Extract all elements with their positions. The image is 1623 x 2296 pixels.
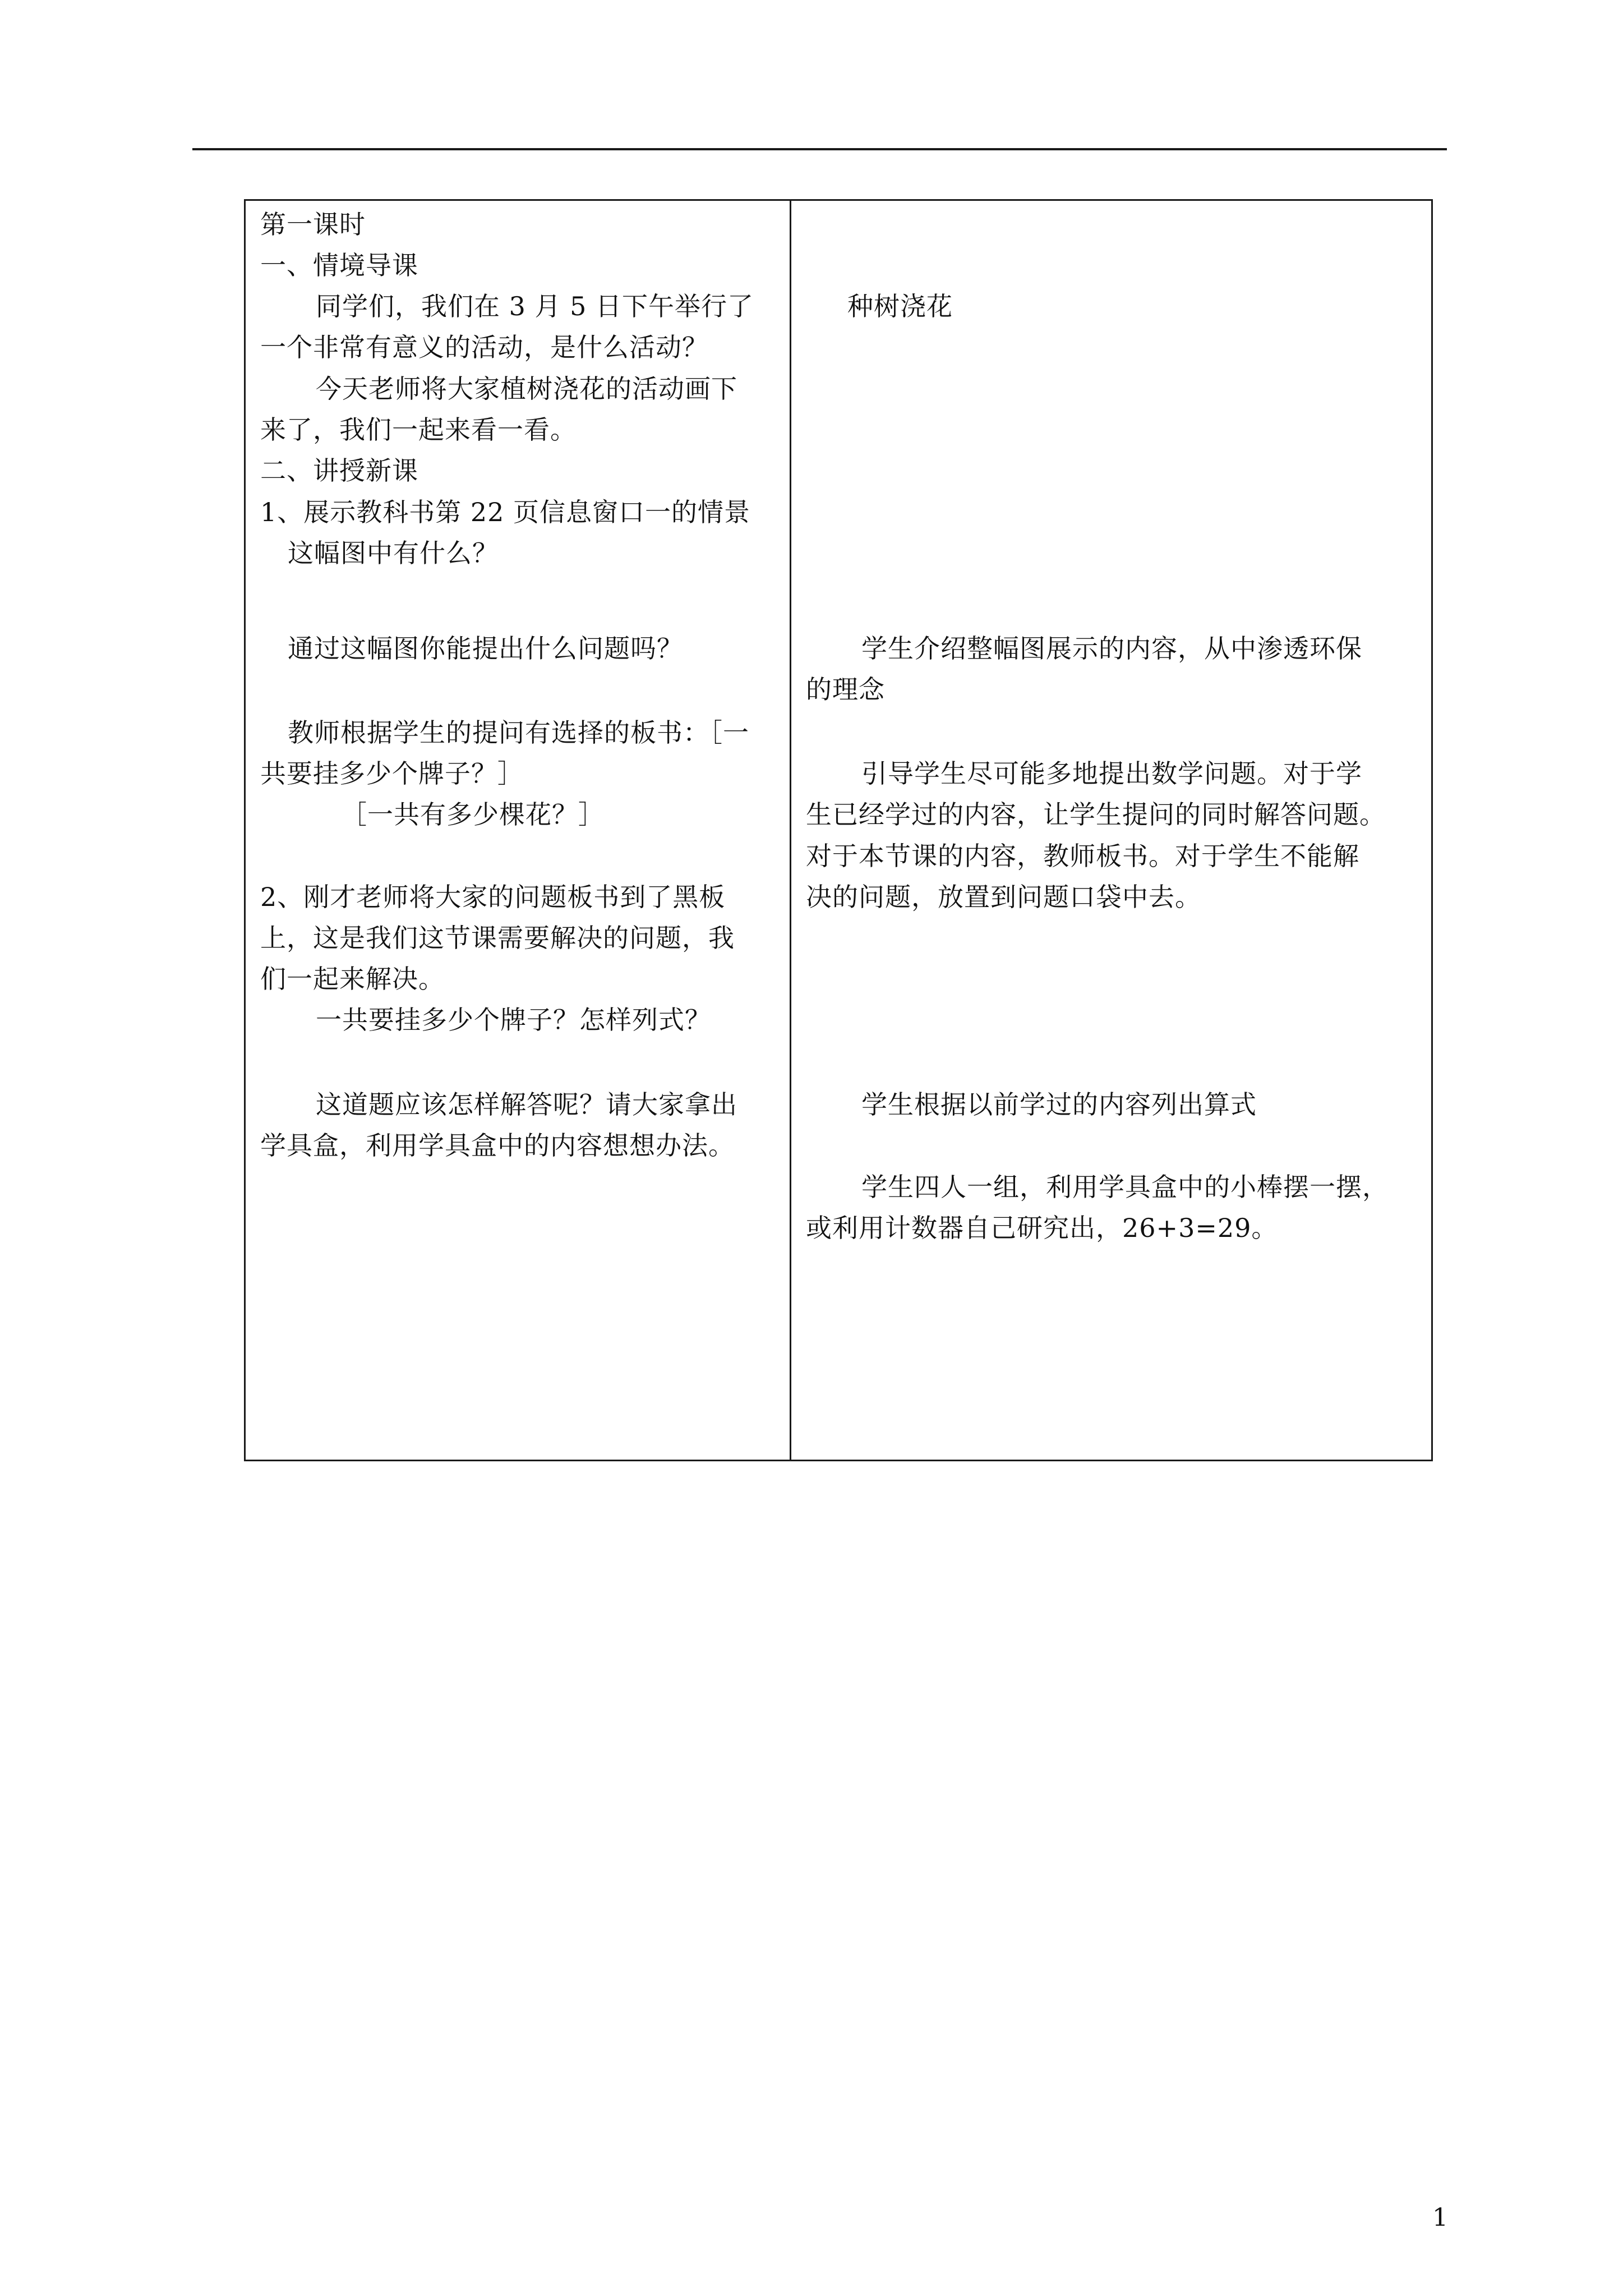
text-line: 一共要挂多少个牌子？怎样列式？: [316, 1005, 711, 1035]
text-line: 引导学生尽可能多地提出数学问题。对于学: [861, 758, 1362, 789]
text-line: 这道题应该怎样解答呢？请大家拿出: [316, 1089, 737, 1120]
text-line: ［一共有多少棵花？］: [341, 799, 605, 830]
text-line: 通过这幅图你能提出什么问题吗？: [288, 633, 683, 664]
text-line: 1、展示教科书第 22 页信息窗口一的情景: [260, 497, 751, 527]
section-heading: 一、情境导课: [260, 250, 418, 280]
lesson-plan-table: [244, 199, 1433, 1461]
text-line: 上，这是我们这节课需要解决的问题，我: [260, 923, 735, 953]
text-line: 共要挂多少个牌子？］: [260, 758, 524, 789]
text-line: 一个非常有意义的活动，是什么活动？: [260, 332, 708, 362]
text-line: 种树浇花: [847, 291, 953, 321]
lesson-period-label: 第一课时: [260, 209, 366, 240]
text-line: 们一起来解决。: [260, 964, 445, 994]
text-line: 对于本节课的内容，教师板书。对于学生不能解: [806, 841, 1359, 871]
text-line: 今天老师将大家植树浇花的活动画下: [316, 374, 737, 404]
teacher-activity-cell: [246, 201, 790, 1460]
text-line: 同学们，我们在 3 月 5 日下午举行了: [316, 291, 754, 321]
text-line: 教师根据学生的提问有选择的板书：［一: [288, 717, 749, 748]
text-line: 学生介绍整幅图展示的内容，从中渗透环保: [861, 633, 1362, 664]
text-line: 的理念: [806, 674, 885, 705]
page-number: 1: [1432, 2203, 1448, 2232]
text-line: 学生根据以前学过的内容列出算式: [861, 1089, 1257, 1120]
text-line: 决的问题，放置到问题口袋中去。: [806, 882, 1201, 912]
text-line: 2、刚才老师将大家的问题板书到了黑板: [260, 882, 726, 912]
text-line: 学生四人一组，利用学具盒中的小棒摆一摆，: [861, 1172, 1389, 1202]
text-line: 或利用计数器自己研究出，26+3=29。: [806, 1213, 1278, 1243]
section-heading: 二、讲授新课: [260, 455, 418, 486]
text-line: 学具盒，利用学具盒中的内容想想办法。: [260, 1130, 735, 1161]
text-line: 生已经学过的内容，让学生提问的同时解答问题。: [806, 799, 1386, 830]
student-activity-cell: [791, 201, 1433, 1460]
text-line: 来了，我们一起来看一看。: [260, 415, 577, 445]
text-line: 这幅图中有什么？: [288, 538, 499, 568]
header-rule: [192, 148, 1447, 150]
